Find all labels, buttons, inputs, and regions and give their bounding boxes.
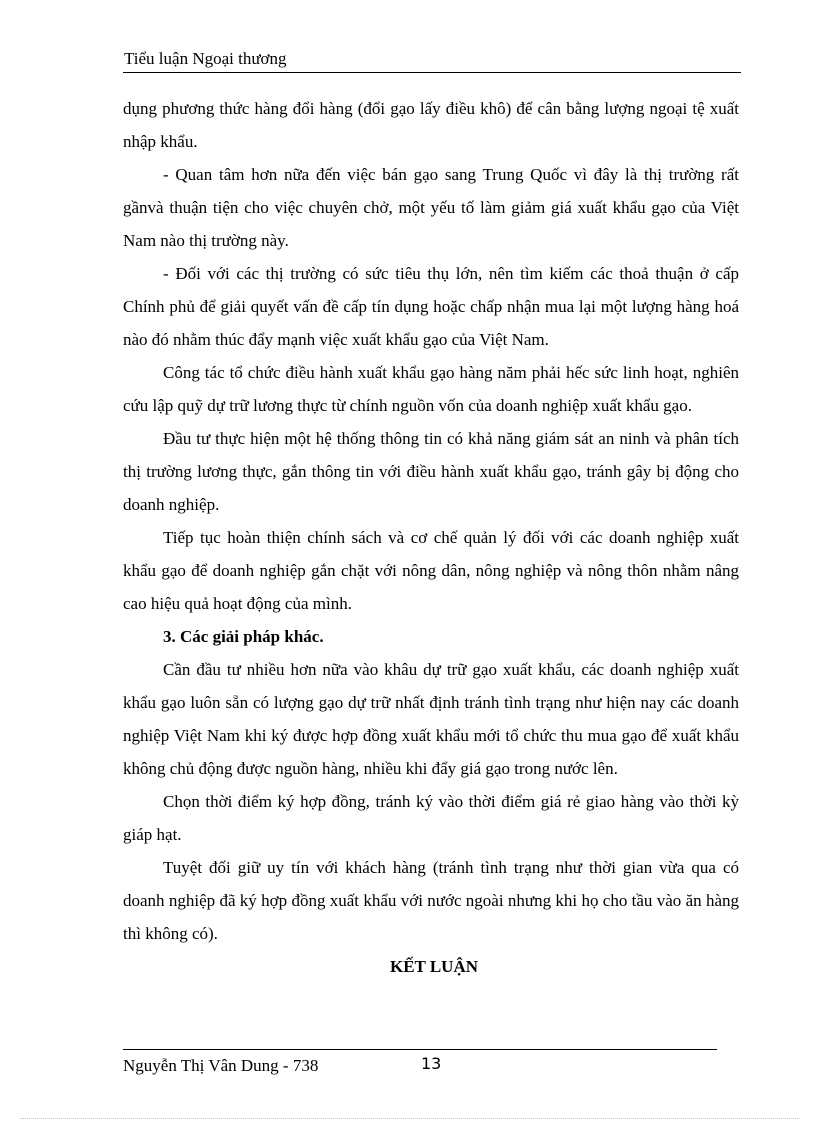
page-footer: [123, 1049, 717, 1080]
paragraph-reserves: Cần đầu tư nhiều hơn nữa vào khâu dự trữ gạo xuất khẩu, các doanh nghiệp xuất khẩu gạo luôn sẵn có lượng gạo dự trữ nhất định tránh tình trạng như hiện nay các doanh nghiệp Việt Nam khi ký được hợp đồng xuất khẩu mới tổ chức thu mua gạo để xuất khẩu không chủ động được nguồn hàng, nhiều khi đẩy giá gạo trong nước lên.: [123, 660, 739, 778]
paragraph-large-markets: - Đối với các thị trường có sức tiêu thụ lớn, nên tìm kiếm các thoả thuận ở cấp Chính phủ để giải quyết vấn đề cấp tín dụng hoặc chấp nhận mua lại một lượng hàng hoá nào đó nhằm thúc đẩy mạnh việc xuất khẩu gạo của Việt Nam.: [123, 264, 739, 349]
page-header: [123, 48, 741, 73]
paragraph-information-system: Đầu tư thực hiện một hệ thống thông tin có khả năng giám sát an ninh và phân tích thị trường lương thực, gắn thông tin với điều hành xuất khẩu gạo, tránh gây bị động cho doanh nghiệp.: [123, 429, 739, 514]
paragraph-reputation: Tuyệt đối giữ uy tín với khách hàng (tránh tình trạng như thời gian vừa qua có doanh nghiệp đã ký hợp đồng xuất khẩu với nước ngoài nhưng khi họ cho tầu vào ăn hàng thì không có).: [123, 858, 739, 943]
footer-author: Nguyễn Thị Vân Dung - 738: [123, 1056, 319, 1075]
page-number: 13: [421, 1054, 442, 1073]
document-body: [123, 92, 739, 983]
paragraph-policy: Tiếp tục hoàn thiện chính sách và cơ chế quản lý đối với các doanh nghiệp xuất khẩu gạo để doanh nghiệp gắn chặt với nông dân, nông nghiệp và nông thôn nhằm nâng cao hiệu quả hoạt động của mình.: [123, 528, 739, 613]
header-title: Tiểu luận Ngoại thương: [124, 49, 287, 68]
page-edge-divider: [20, 1118, 800, 1119]
section-heading: 3. Các giải pháp khác.: [163, 627, 324, 646]
paragraph-export-management: Công tác tổ chức điều hành xuất khẩu gạo hàng năm phải hếc sức linh hoạt, nghiên cứu lập quỹ dự trữ lương thực từ chính nguồn vốn của doanh nghiệp xuất khẩu gạo.: [123, 363, 739, 415]
paragraph-china-market: - Quan tâm hơn nữa đến việc bán gạo sang Trung Quốc vì đây là thị trường rất gầnvà thuận tiện cho việc chuyên chở, một yếu tố làm giảm giá xuất khẩu gạo của Việt Nam nào thị trường này.: [123, 165, 739, 250]
paragraph-continued: dụng phương thức hàng đổi hàng (đổi gạo lấy điều khô) để cân bằng lượng ngoại tệ xuất nhập khẩu.: [123, 99, 739, 151]
conclusion-heading: KẾT LUẬN: [389, 957, 478, 976]
paragraph-contract-timing: Chọn thời điểm ký hợp đồng, tránh ký vào thời điểm giá rẻ giao hàng vào thời kỳ giáp hạt.: [123, 792, 739, 844]
